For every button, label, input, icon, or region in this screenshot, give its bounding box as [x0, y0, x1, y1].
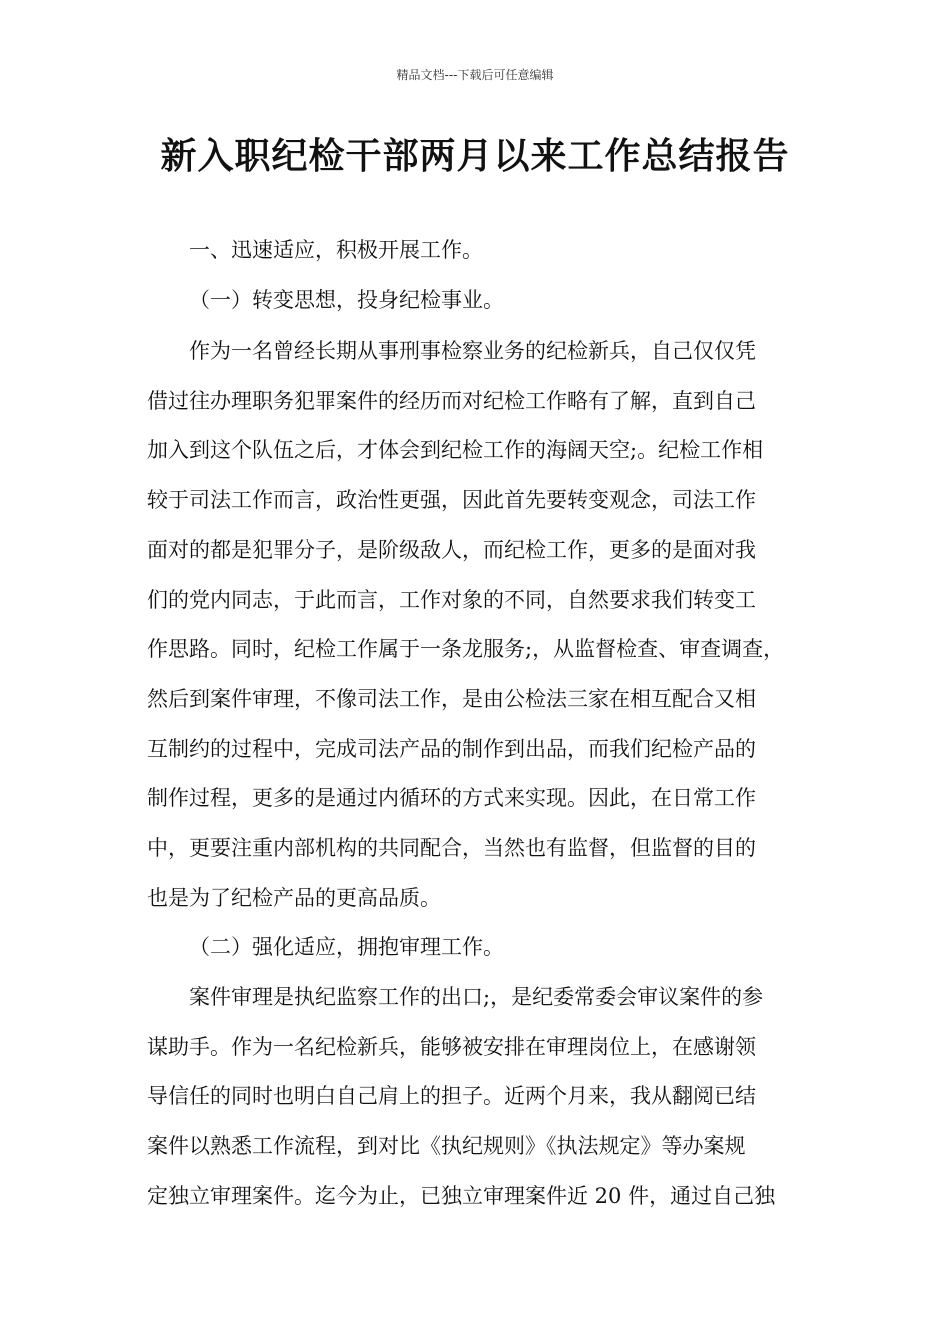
- paragraph-line: 导信任的同时也明白自己肩上的担子。近两个月来，我从翻阅已结: [147, 1084, 756, 1108]
- paragraph-line: 借过往办理职务犯罪案件的经历而对纪检工作略有了解，直到自己: [147, 389, 756, 413]
- section-heading: 一、迅速适应，积极开展工作。: [189, 238, 483, 262]
- paragraph-line: 也是为了纪检产品的更高品质。: [147, 886, 441, 910]
- paragraph-line: 制作过程，更多的是通过内循环的方式来实现。因此，在日常工作: [147, 786, 756, 810]
- paragraph-line: 较于司法工作而言，政治性更强，因此首先要转变观念，司法工作: [147, 488, 756, 512]
- paragraph-line: 作思路。同时，纪检工作属于一条龙服务;，从监督检查、审查调查，: [147, 637, 785, 661]
- paragraph-line: 中，更要注重内部机构的共同配合，当然也有监督，但监督的目的: [147, 836, 756, 860]
- subsection-heading: （二）强化适应，拥抱审理工作。: [189, 935, 504, 959]
- paragraph-line: 作为一名曾经长期从事刑事检察业务的纪检新兵，自己仅仅凭: [189, 339, 756, 363]
- paragraph-line: 定独立审理案件。迄今为止，已独立审理案件近 20 件，通过自己独: [147, 1184, 776, 1208]
- paragraph-line: 然后到案件审理，不像司法工作，是由公检法三家在相互配合又相: [147, 687, 756, 711]
- paragraph-line: 谋助手。作为一名纪检新兵，能够被安排在审理岗位上，在感谢领: [147, 1035, 756, 1059]
- paragraph-line: 案件审理是执纪监察工作的出口;，是纪委常委会审议案件的参: [189, 985, 764, 1009]
- document-title: 新入职纪检干部两月以来工作总结报告: [160, 136, 790, 177]
- header-note: 精品文档---下载后可任意编辑: [396, 68, 554, 82]
- paragraph-line: 案件以熟悉工作流程，到对比《执纪规则》《执法规定》等办案规: [147, 1134, 746, 1158]
- paragraph-line: 们的党内同志，于此而言，工作对象的不同，自然要求我们转变工: [147, 588, 756, 612]
- paragraph-line: 互制约的过程中，完成司法产品的制作到出品，而我们纪检产品的: [147, 737, 756, 761]
- paragraph-line: 加入到这个队伍之后，才体会到纪检工作的海阔天空;。纪检工作相: [147, 438, 764, 462]
- paragraph-line: 面对的都是犯罪分子，是阶级敌人，而纪检工作，更多的是面对我: [147, 538, 756, 562]
- subsection-heading: （一）转变思想，投身纪检事业。: [189, 288, 504, 312]
